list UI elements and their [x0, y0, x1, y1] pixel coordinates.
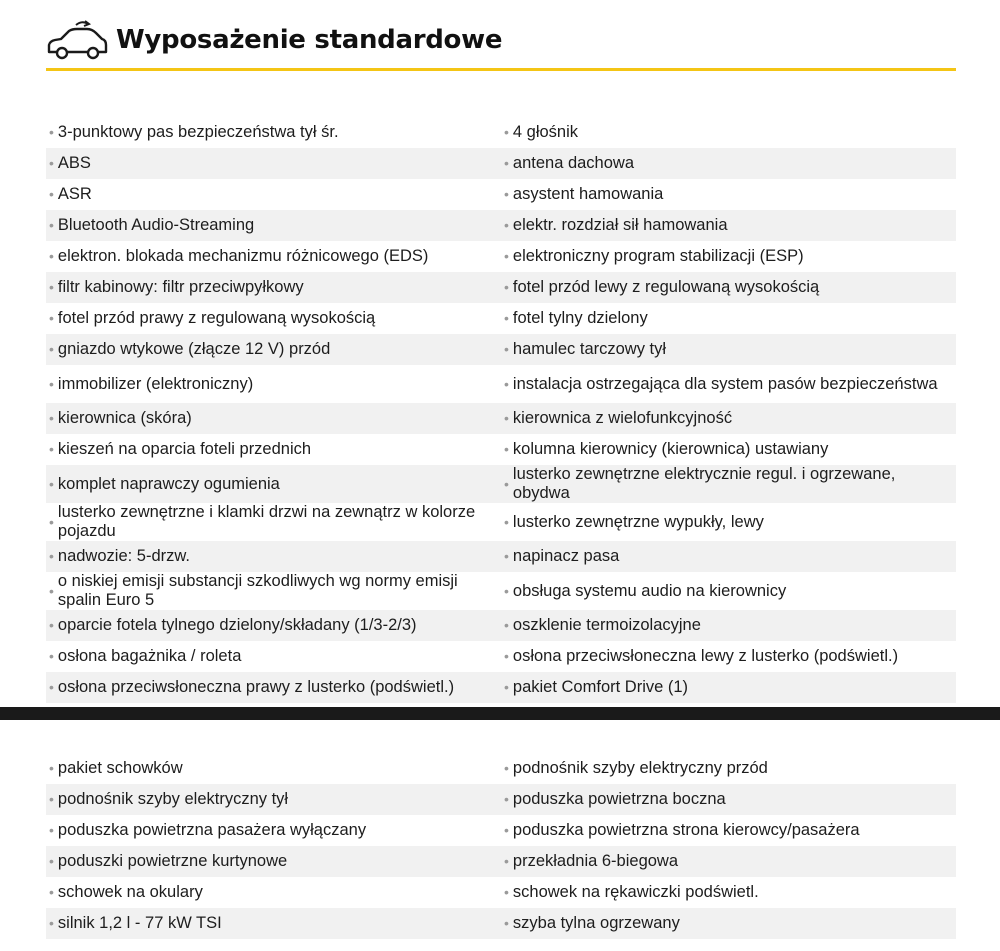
list-row	[46, 272, 956, 303]
bullet-icon: •	[504, 884, 509, 900]
list-item	[501, 179, 956, 210]
list-item	[46, 672, 501, 703]
list-item	[501, 846, 956, 877]
list-item	[46, 753, 501, 784]
bullet-icon: •	[49, 441, 54, 457]
list-item	[501, 815, 956, 846]
bullet-icon: •	[49, 217, 54, 233]
list-item	[501, 672, 956, 703]
list-item	[46, 334, 501, 365]
list-row	[46, 572, 956, 610]
list-item	[501, 403, 956, 434]
list-item	[46, 908, 501, 939]
bullet-icon: •	[504, 310, 509, 326]
item-label: podnośnik szyby elektryczny tył	[57, 790, 289, 808]
item-label: silnik 1,2 l - 77 kW TSI	[57, 914, 222, 932]
item-label: ASR	[57, 185, 92, 203]
bullet-icon: •	[504, 679, 509, 695]
bullet-icon: •	[49, 513, 54, 530]
item-label: hamulec tarczowy tył	[512, 340, 667, 358]
item-label: komplet naprawczy ogumienia	[57, 474, 280, 493]
item-label: filtr kabinowy: filtr przeciwpyłkowy	[57, 278, 304, 296]
item-label: kieszeń na oparcia foteli przednich	[57, 440, 312, 458]
item-label: osłona przeciwsłoneczna lewy z lusterko (podświetl.)	[512, 647, 899, 665]
bullet-icon: •	[49, 410, 54, 426]
bullet-icon: •	[504, 279, 509, 295]
equipment-list-continued	[46, 753, 956, 939]
item-label: kolumna kierownicy (kierownica) ustawiany	[512, 440, 829, 458]
list-row	[46, 241, 956, 272]
bullet-icon: •	[504, 124, 509, 140]
list-item	[46, 403, 501, 434]
bullet-icon: •	[49, 310, 54, 326]
bullet-icon: •	[504, 217, 509, 233]
item-label: asystent hamowania	[512, 185, 664, 203]
list-item	[46, 365, 501, 403]
list-item	[501, 572, 956, 610]
item-label: pakiet schowków	[57, 759, 183, 777]
list-item	[501, 434, 956, 465]
item-label: elektron. blokada mechanizmu różnicowego (EDS)	[57, 247, 429, 265]
bullet-icon: •	[504, 853, 509, 869]
item-label: nadwozie: 5-drzw.	[57, 547, 190, 565]
list-row	[46, 403, 956, 434]
bullet-icon: •	[504, 248, 509, 264]
list-item	[46, 541, 501, 572]
list-item	[46, 272, 501, 303]
item-label: poduszka powietrzna boczna	[512, 790, 726, 808]
bullet-icon: •	[504, 791, 509, 807]
item-label: kierownica (skóra)	[57, 409, 192, 427]
list-item	[501, 210, 956, 241]
item-label: Bluetooth Audio-Streaming	[57, 216, 255, 234]
bullet-icon: •	[504, 822, 509, 838]
item-label: pakiet Comfort Drive (1)	[512, 678, 689, 696]
list-row	[46, 641, 956, 672]
page-title: Wyposażenie standardowe	[116, 25, 503, 55]
list-item	[46, 641, 501, 672]
item-label: antena dachowa	[512, 154, 635, 172]
list-item	[46, 815, 501, 846]
bullet-icon: •	[49, 548, 54, 564]
item-label: podnośnik szyby elektryczny przód	[512, 759, 768, 777]
list-row	[46, 672, 956, 703]
bullet-icon: •	[504, 410, 509, 426]
list-item	[501, 908, 956, 939]
bullet-icon: •	[504, 617, 509, 633]
list-row	[46, 179, 956, 210]
list-row	[46, 365, 956, 403]
item-label: elektroniczny program stabilizacji (ESP)	[512, 247, 804, 265]
list-row	[46, 465, 956, 503]
bullet-icon: •	[49, 248, 54, 264]
bullet-icon: •	[49, 648, 54, 664]
list-item	[501, 503, 956, 541]
bullet-icon: •	[504, 760, 509, 776]
item-label: lusterko zewnętrzne elektrycznie regul. i ogrzewane, obydwa	[512, 465, 896, 502]
list-row	[46, 815, 956, 846]
list-item	[46, 784, 501, 815]
bullet-icon: •	[504, 375, 509, 392]
item-label: lusterko zewnętrzne i klamki drzwi na zewnątrz w kolorze pojazdu	[57, 503, 476, 540]
item-label: 4 głośnik	[512, 123, 579, 141]
list-item	[501, 465, 956, 503]
item-label: fotel przód prawy z regulowaną wysokością	[57, 309, 376, 327]
item-label: osłona bagażnika / roleta	[57, 647, 242, 665]
item-label: poduszki powietrzne kurtynowe	[57, 852, 288, 870]
bullet-icon: •	[49, 915, 54, 931]
list-item	[501, 753, 956, 784]
list-item	[501, 303, 956, 334]
list-item	[501, 784, 956, 815]
section-header	[46, 18, 502, 62]
bullet-icon: •	[49, 760, 54, 776]
bullet-icon: •	[504, 648, 509, 664]
bullet-icon: •	[504, 341, 509, 357]
item-label: elektr. rozdział sił hamowania	[512, 216, 728, 234]
item-label: gniazdo wtykowe (złącze 12 V) przód	[57, 340, 331, 358]
header-divider	[46, 68, 956, 71]
bullet-icon: •	[49, 375, 54, 392]
item-label: fotel tylny dzielony	[512, 309, 648, 327]
list-row	[46, 784, 956, 815]
list-row	[46, 434, 956, 465]
bullet-icon: •	[49, 279, 54, 295]
item-label: osłona przeciwsłoneczna prawy z lusterko (podświetl.)	[57, 678, 455, 696]
list-item	[46, 503, 501, 541]
bullet-icon: •	[49, 853, 54, 869]
list-item	[501, 148, 956, 179]
list-row	[46, 117, 956, 148]
list-item	[501, 365, 956, 403]
item-label: immobilizer (elektroniczny)	[57, 374, 254, 393]
item-label: instalacja ostrzegająca dla system pasów bezpieczeństwa	[512, 374, 938, 393]
list-item	[46, 610, 501, 641]
bullet-icon: •	[49, 582, 54, 599]
item-label: szyba tylna ogrzewany	[512, 914, 680, 932]
item-label: obsługa systemu audio na kierownicy	[512, 581, 787, 600]
item-label: kierownica z wielofunkcyjność	[512, 409, 733, 427]
bullet-icon: •	[504, 186, 509, 202]
item-label: fotel przód lewy z regulowaną wysokością	[512, 278, 820, 296]
item-label: przekładnia 6-biegowa	[512, 852, 679, 870]
bullet-icon: •	[504, 513, 509, 530]
bullet-icon: •	[504, 548, 509, 564]
list-item	[501, 241, 956, 272]
list-row	[46, 503, 956, 541]
item-label: oparcie fotela tylnego dzielony/składany (1/3-2/3)	[57, 616, 417, 634]
list-item	[46, 572, 501, 610]
list-row	[46, 877, 956, 908]
item-label: oszklenie termoizolacyjne	[512, 616, 701, 634]
list-item	[501, 641, 956, 672]
page-break-bar	[0, 707, 1000, 720]
list-row	[46, 908, 956, 939]
item-label: napinacz pasa	[512, 547, 620, 565]
item-label: 3-punktowy pas bezpieczeństwa tył śr.	[57, 123, 339, 141]
bullet-icon: •	[504, 582, 509, 599]
bullet-icon: •	[49, 186, 54, 202]
car-refresh-icon	[46, 18, 108, 62]
bullet-icon: •	[49, 884, 54, 900]
list-item	[501, 117, 956, 148]
list-item	[501, 541, 956, 572]
bullet-icon: •	[504, 915, 509, 931]
list-item	[46, 148, 501, 179]
list-item	[46, 877, 501, 908]
item-label: lusterko zewnętrzne wypukły, lewy	[512, 512, 764, 531]
bullet-icon: •	[49, 822, 54, 838]
item-label: schowek na rękawiczki podświetl.	[512, 883, 759, 901]
bullet-icon: •	[49, 155, 54, 171]
list-item	[46, 241, 501, 272]
list-row	[46, 753, 956, 784]
item-label: poduszka powietrzna strona kierowcy/pasażera	[512, 821, 860, 839]
list-item	[501, 877, 956, 908]
bullet-icon: •	[49, 617, 54, 633]
list-item	[46, 465, 501, 503]
list-row	[46, 541, 956, 572]
bullet-icon: •	[49, 124, 54, 140]
list-row	[46, 148, 956, 179]
list-item	[46, 210, 501, 241]
bullet-icon: •	[49, 679, 54, 695]
item-label: poduszka powietrzna pasażera wyłączany	[57, 821, 367, 839]
item-label: ABS	[57, 154, 91, 172]
bullet-icon: •	[504, 155, 509, 171]
list-item	[46, 303, 501, 334]
bullet-icon: •	[49, 341, 54, 357]
list-item	[501, 272, 956, 303]
list-item	[46, 434, 501, 465]
bullet-icon: •	[504, 441, 509, 457]
list-item	[46, 179, 501, 210]
bullet-icon: •	[504, 475, 509, 492]
list-row	[46, 210, 956, 241]
item-label: o niskiej emisji substancji szkodliwych wg normy emisji spalin Euro 5	[57, 572, 458, 609]
bullet-icon: •	[49, 791, 54, 807]
list-row	[46, 303, 956, 334]
list-item	[501, 610, 956, 641]
list-row	[46, 610, 956, 641]
item-label: schowek na okulary	[57, 883, 203, 901]
list-item	[46, 117, 501, 148]
list-item	[501, 334, 956, 365]
list-row	[46, 334, 956, 365]
equipment-list	[46, 117, 956, 703]
list-item	[46, 846, 501, 877]
list-row	[46, 846, 956, 877]
bullet-icon: •	[49, 475, 54, 492]
